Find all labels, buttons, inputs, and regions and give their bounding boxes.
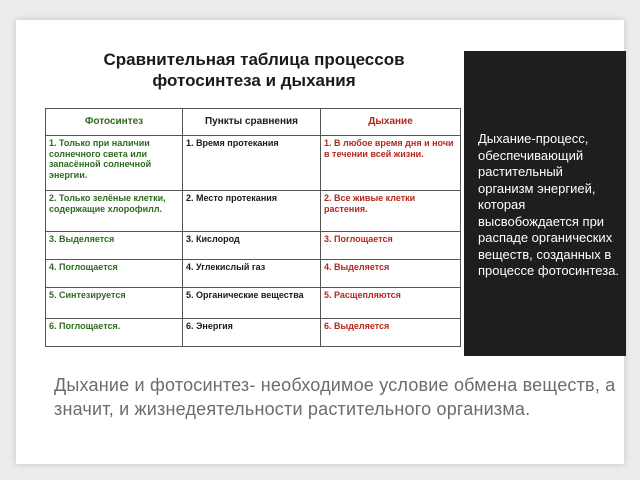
- table-header-row: [46, 109, 461, 136]
- cell-photosynthesis: 4. Поглощается: [46, 260, 183, 288]
- table-title: [45, 49, 463, 91]
- conclusion-text: Дыхание и фотосинтез- необходимое условие обмена веществ, а значит, и жизнедеятельности растительного организма.: [54, 375, 616, 419]
- cell-point: 3. Кислород: [183, 232, 321, 260]
- respiration-definition: Дыхание-процесс, обеспечивающий растительный организм энергией, которая высвобождается при распаде органических веществ, созданных в процессе фотосинтеза.: [478, 131, 620, 278]
- table-title-line-1: Сравнительная таблица процессов: [103, 50, 405, 69]
- cell-point: 4. Углекислый газ: [183, 260, 321, 288]
- table-row: [46, 191, 461, 232]
- comparison-table: [45, 108, 461, 347]
- table-row: [46, 232, 461, 260]
- cell-point: 1. Время протекания: [183, 136, 321, 191]
- cell-point: 6. Энергия: [183, 319, 321, 347]
- table-row: [46, 136, 461, 191]
- cell-point: 5. Органические вещества: [183, 288, 321, 319]
- table-row: [46, 260, 461, 288]
- cell-respiration: 6. Выделяется: [321, 319, 461, 347]
- header-comparison-points: Пункты сравнения: [183, 109, 321, 136]
- cell-respiration: 4. Выделяется: [321, 260, 461, 288]
- definition-box: [464, 51, 626, 356]
- cell-respiration: 5. Расщепляются: [321, 288, 461, 319]
- cell-point: 2. Место протекания: [183, 191, 321, 232]
- cell-respiration: 3. Поглощается: [321, 232, 461, 260]
- header-photosynthesis: Фотосинтез: [46, 109, 183, 136]
- slide-panel: [16, 20, 624, 464]
- header-respiration: Дыхание: [321, 109, 461, 136]
- cell-photosynthesis: 2. Только зелёные клетки, содержащие хлорофилл.: [46, 191, 183, 232]
- comparison-table-image: [45, 45, 463, 355]
- table-row: [46, 288, 461, 319]
- table-title-line-2: фотосинтеза и дыхания: [152, 71, 356, 90]
- cell-photosynthesis: 5. Синтезируется: [46, 288, 183, 319]
- cell-respiration: 2. Все живые клетки растения.: [321, 191, 461, 232]
- cell-respiration: 1. В любое время дня и ночи в течении всей жизни.: [321, 136, 461, 191]
- cell-photosynthesis: 1. Только при наличии солнечного света или запасённой солнечной энергии.: [46, 136, 183, 191]
- cell-photosynthesis: 3. Выделяется: [46, 232, 183, 260]
- cell-photosynthesis: 6. Поглощается.: [46, 319, 183, 347]
- table-row: [46, 319, 461, 347]
